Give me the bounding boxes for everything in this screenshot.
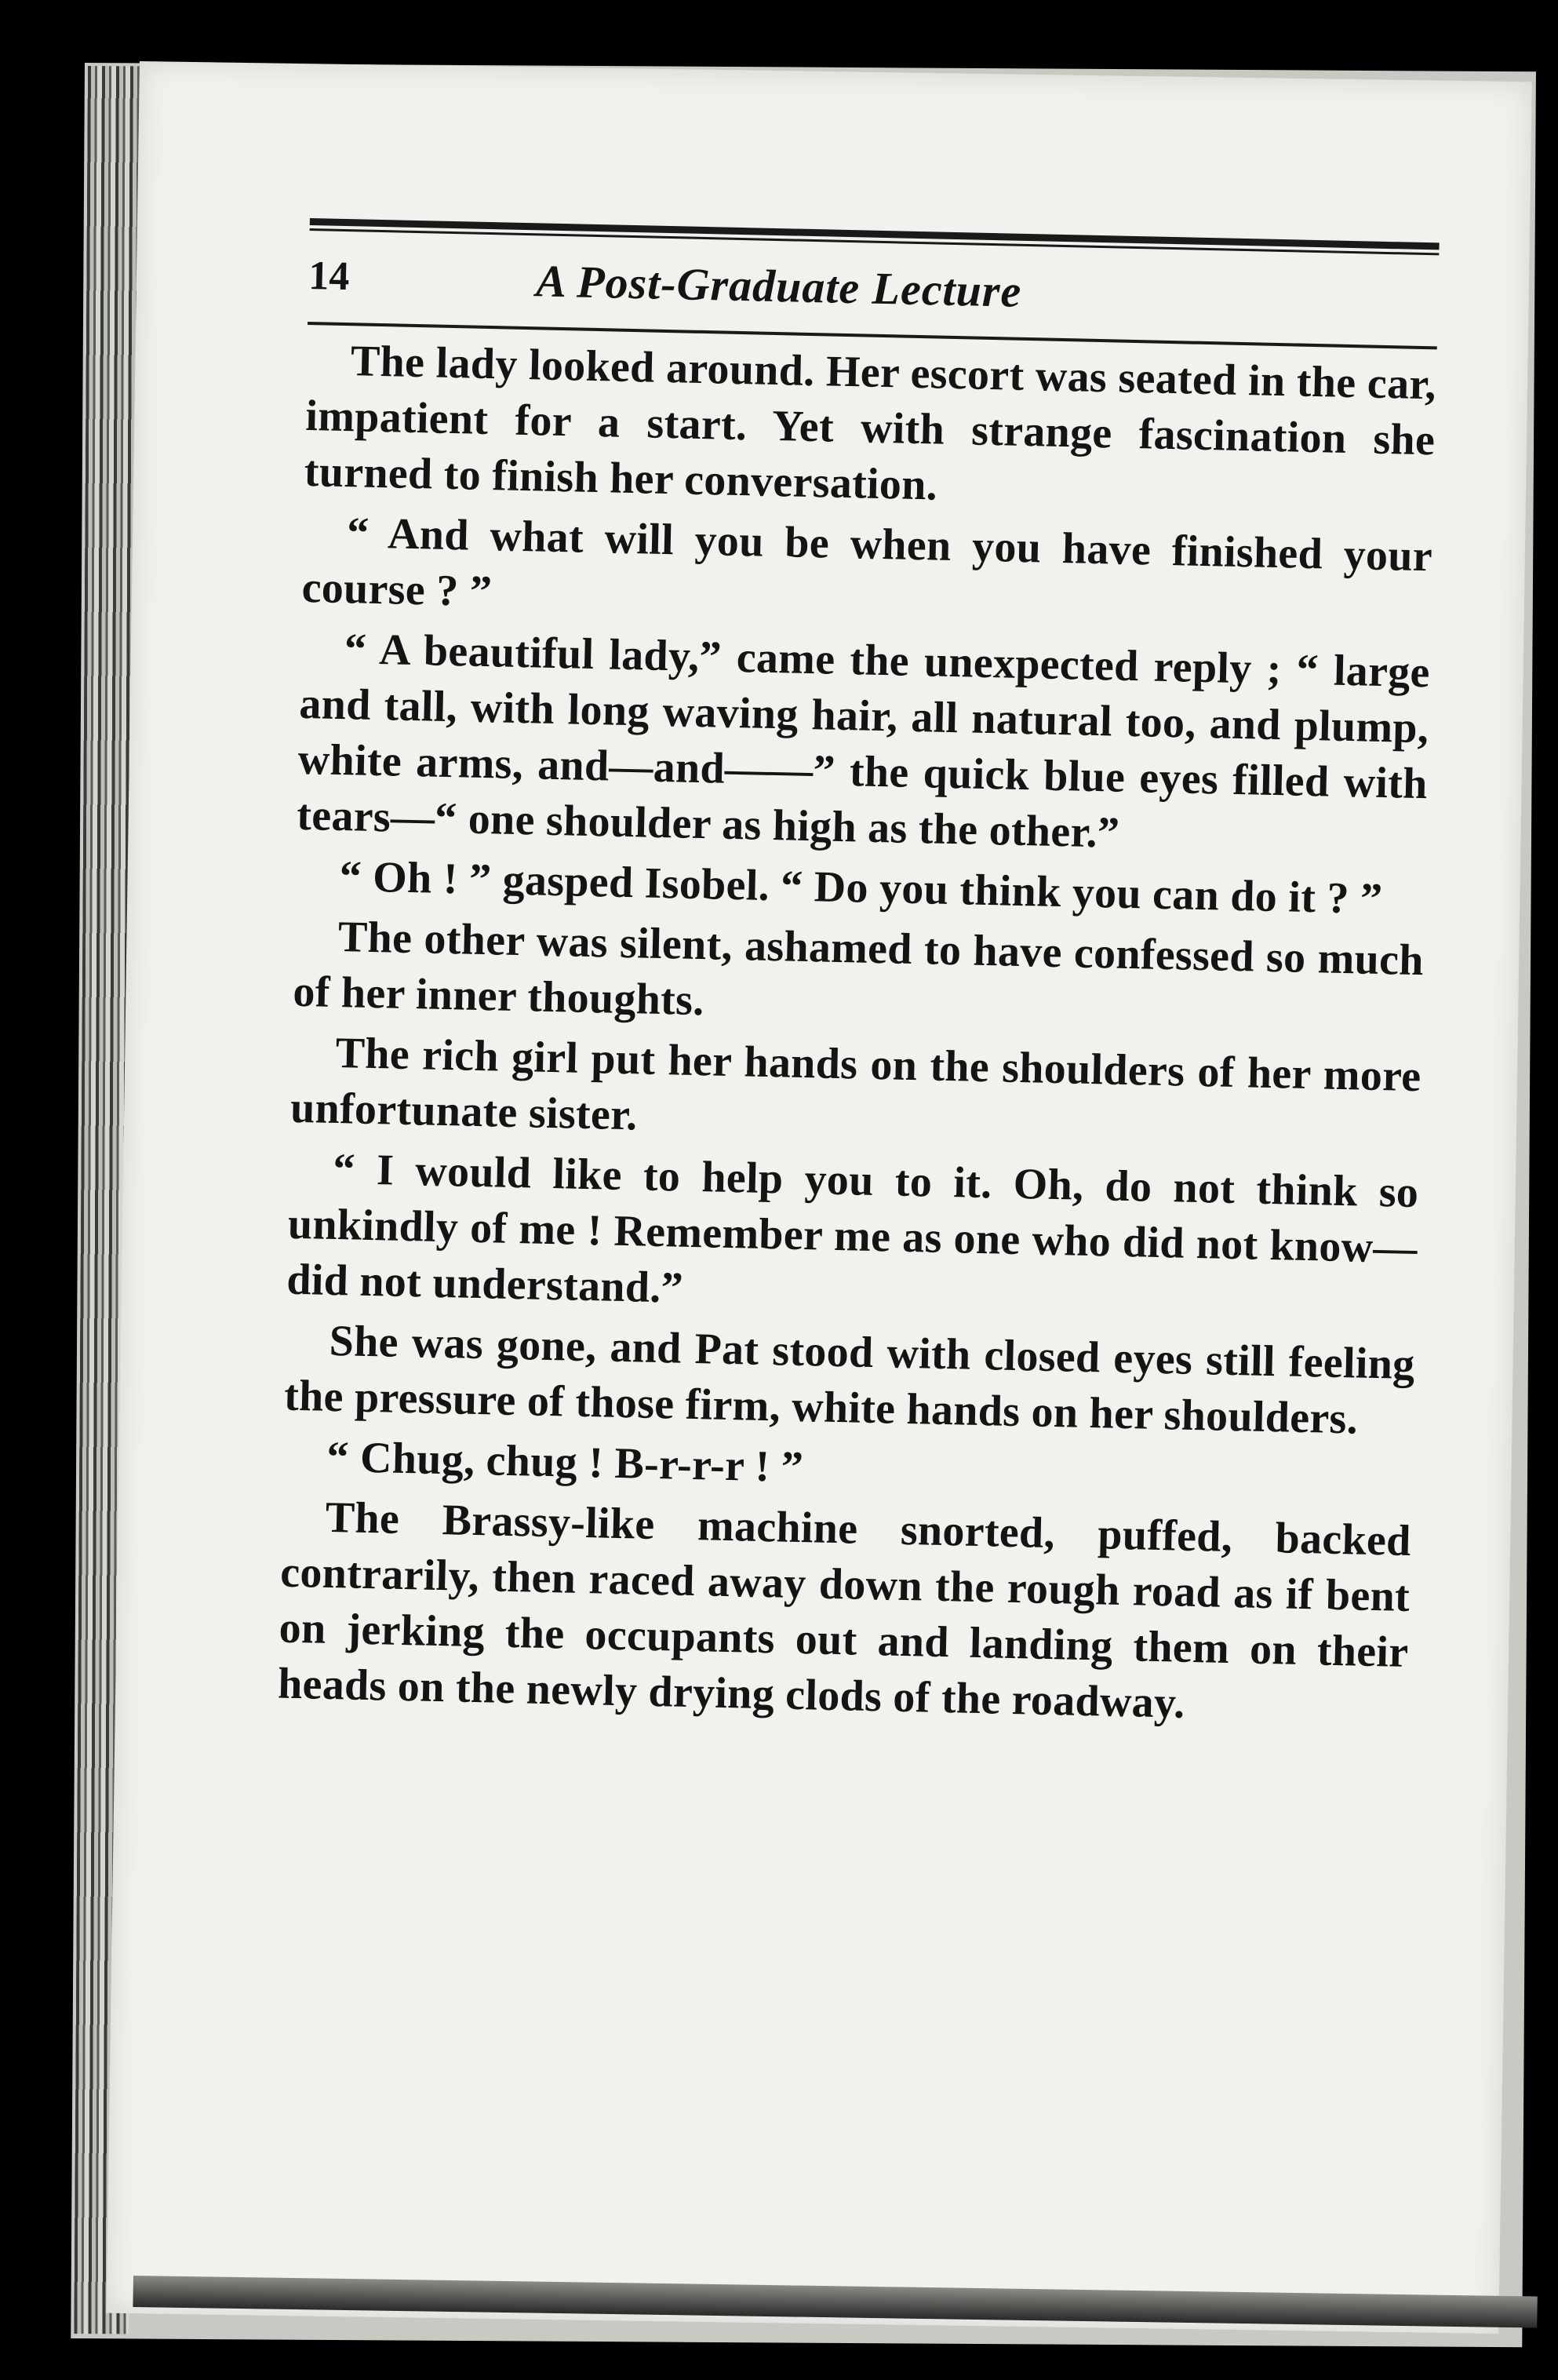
paragraph: “ Chug, chug ! B-r-r-r ! ” xyxy=(326,1432,804,1493)
paragraph: “ I would like to help you to it. Oh, do not think so unkindly of me ! Remember me as one who did not know—did not understand.” xyxy=(286,1144,1419,1313)
paragraph: The other was silent, ashamed to have confessed so much of her inner thoughts. xyxy=(292,913,1425,1026)
paragraph: The Brassy-like machine snorted, puffed, backed contrarily, then raced away down the rough road as if bent on jerking the occupants out and landing them on their heads on the newly drying clods of the roadway. xyxy=(277,1493,1412,1728)
paragraph: The lady looked around. Her escort was seated in the car, impatient for a start. Yet with strange fascination she turned to finish her conversation. xyxy=(304,337,1437,510)
page-number: 14 xyxy=(308,253,351,300)
paragraph: She was gone, and Pat stood with closed eyes still feeling the pressure of those firm, white hands on her shoulders. xyxy=(283,1316,1416,1444)
paragraph: The rich girl put her hands on the shoulders of her more unfortunate sister. xyxy=(289,1028,1422,1140)
page-content xyxy=(277,218,1439,1741)
paragraph: “ Oh ! ” gasped Isobel. “ Do you think you can do it ? ” xyxy=(339,852,1384,924)
paragraph: “ And what will you be when you have finished your course ? ” xyxy=(301,508,1433,617)
paragraph: “ A beautiful lady,” came the unexpected reply ; “ large and tall, with long waving hair, all natural too, and plump, white arms, and—and——” the quick blue eyes filled with tears—“ one shoulder as high as the other.” xyxy=(296,625,1431,858)
body-text xyxy=(277,333,1436,1737)
running-title: A Post-Graduate Lecture xyxy=(535,255,1022,317)
running-head xyxy=(308,245,1439,346)
